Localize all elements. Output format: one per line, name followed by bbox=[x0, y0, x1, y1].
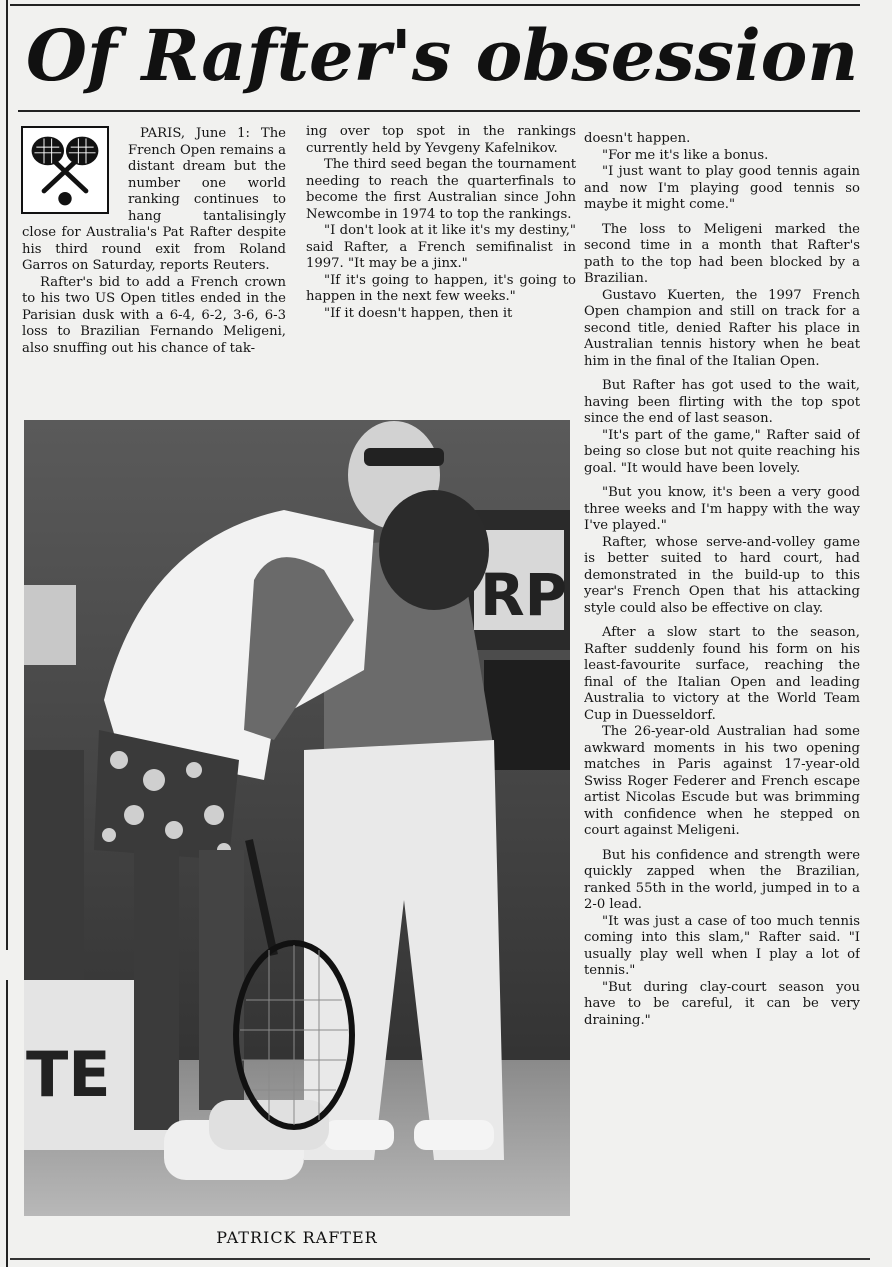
paragraph: The third seed began the tournament needing to reach the quarterfinals to become the first Australian since John Newcombe in 1974 to top the rankings. bbox=[306, 157, 576, 222]
paragraph: "But during clay-court season you have to be careful, it can be very draining." bbox=[584, 979, 860, 1028]
article-column-2 bbox=[306, 124, 576, 414]
article-column-1 bbox=[22, 126, 286, 416]
paragraph: The loss to Meligeni marked the second time in a month that Rafter's path to the top had been blocked by a Brazilian. bbox=[584, 221, 860, 286]
bottom-rule bbox=[10, 1258, 870, 1260]
paragraph: Rafter's bid to add a French crown to his two US Open titles ended in the Parisian dusk with a 6-4, 6-2, 3-6, 6-3 loss to Brazilian Fernando Meligeni, also snuffing out his chance of tak- bbox=[22, 274, 286, 356]
article-column-3 bbox=[584, 131, 860, 1251]
news-photo bbox=[24, 420, 570, 1216]
left-rule-lower bbox=[6, 980, 8, 1267]
left-rule bbox=[6, 0, 8, 950]
paragraph: "It was just a case of too much tennis coming into this slam," Rafter said. "I usually play well when I play a lot of tennis." bbox=[584, 913, 860, 978]
paragraph: "It's part of the game," Rafter said of being so close but not quite reaching his goal. "It would have been lovely. bbox=[584, 427, 860, 476]
paragraph: "If it doesn't happen, then it bbox=[324, 305, 513, 321]
paragraph: "I just want to play good tennis again and now I'm playing good tennis so maybe it might come." bbox=[584, 164, 860, 212]
paragraph: PARIS, June 1: The French Open remains a distant dream but the number one world ranking continues to hang tantalisingly close for Australia's Pat Rafter despite his third round exit from Roland Garros on Saturday, reports Reuters. bbox=[22, 126, 286, 273]
paragraph: "I don't look at it like it's my destiny," said Rafter, a French semifinalist in 1997. "It may be a jinx." bbox=[306, 223, 576, 271]
paragraph: But Rafter has got used to the wait, having been flirting with the top spot since the end of last season. bbox=[584, 378, 860, 426]
paragraph: After a slow start to the season, Rafter suddenly found his form on his least-favourite surface, reaching the final of the Italian Open and leading Australia to victory at the World Team Cup in Duesseldorf. bbox=[584, 625, 860, 723]
paragraph: But his confidence and strength were quickly zapped when the Brazilian, ranked 55th in the world, jumped in to a 2-0 lead. bbox=[584, 847, 860, 912]
paragraph: The 26-year-old Australian had some awkward moments in his two opening matches in Paris against 17-year-old Swiss Roger Federer and French escape artist Nicolas Escude but was brimming with confidence when he stepped on court against Meligeni. bbox=[584, 724, 860, 838]
paragraph: "For me it's like a bonus. bbox=[602, 147, 769, 163]
banner-text: RP bbox=[480, 561, 568, 629]
paragraph: "But you know, it's been a very good three weeks and I'm happy with the way I've played." bbox=[584, 485, 860, 533]
headline-rule bbox=[18, 110, 860, 112]
photo-caption: PATRICK RAFTER bbox=[216, 1228, 378, 1247]
paragraph: ing over top spot in the rankings currently held by Yevgeny Kafelnikov. bbox=[306, 124, 576, 156]
paragraph: "If it's going to happen, it's going to happen in the next few weeks." bbox=[306, 272, 576, 304]
paragraph: doesn't happen. bbox=[584, 131, 691, 146]
board-text: TE bbox=[26, 1038, 111, 1111]
paragraph: Gustavo Kuerten, the 1997 French Open champion and still on track for a second title, denied Rafter his place in Australian tennis history when he beat him in the final of the Italian Open. bbox=[584, 287, 860, 369]
paragraph: Rafter, whose serve-and-volley game is better suited to hard court, had demonstrated in the build-up to this year's French Open that his attacking style could also be effective on clay. bbox=[584, 534, 860, 616]
headline: Of Rafter's obsession bbox=[26, 14, 859, 97]
